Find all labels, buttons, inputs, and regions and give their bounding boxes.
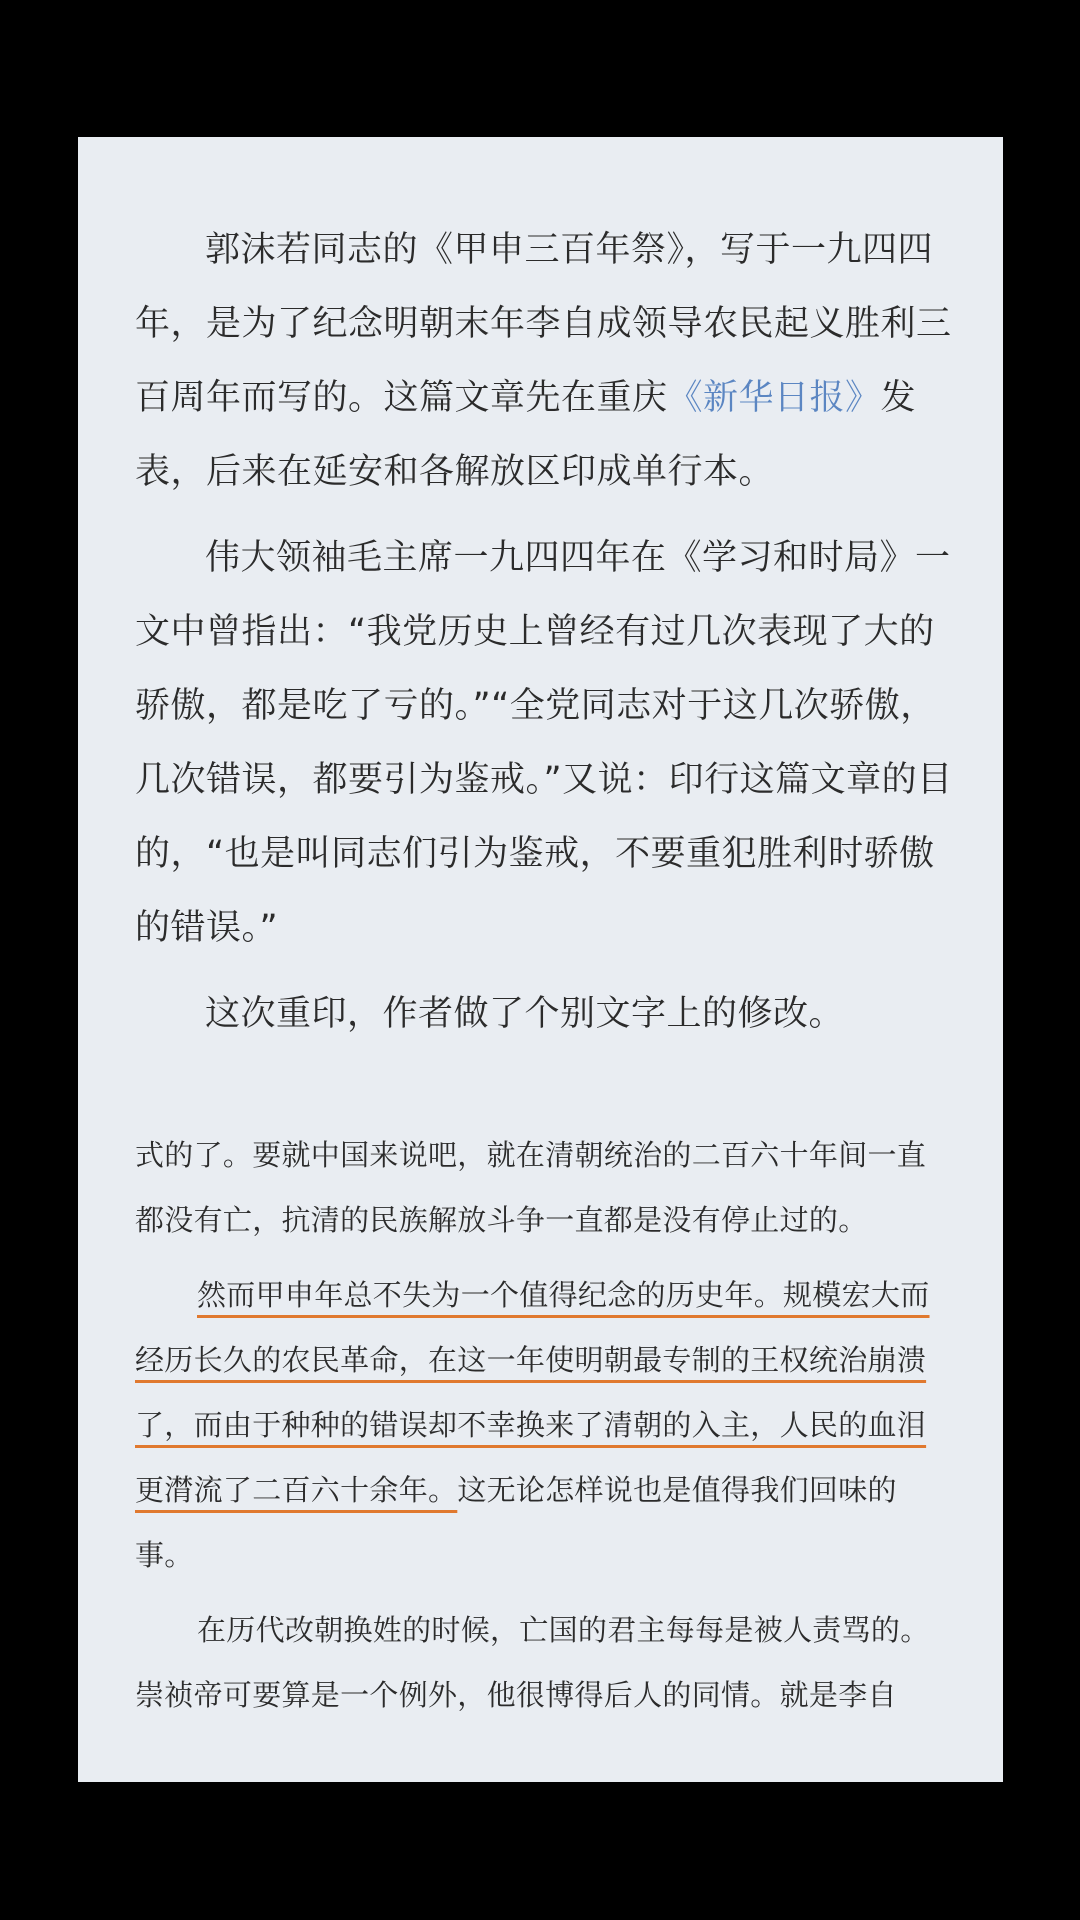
paragraph: 式的了。要就中国来说吧，就在清朝统治的二百六十年间一直都没有亡，抗清的民族解放斗争一直都是没有停止过的。 — [135, 1138, 927, 1237]
newspaper-link[interactable]: 《新华日报》 — [667, 378, 881, 418]
paragraph — [135, 213, 955, 509]
paragraph: 在历代改朝换姓的时候，亡国的君主每每是被人责骂的。崇祯帝可要算是一个例外，他很博得后人的同情。就是李自 — [135, 1613, 930, 1712]
paragraph: 这次重印，作者做了个别文字上的修改。 — [205, 994, 845, 1034]
highlighted-text[interactable]: 然而甲申年总不失为一个值得纪念的历史年。规模宏大而经历长久的农民革命，在这一年使明朝最专制的王权统治崩溃了，而由于种种的错误却不幸换来了清朝的入主，人民的血泪更潸流了二百六十余年。 — [135, 1278, 930, 1507]
paragraph-text: 这无论怎样说也是值得我们回味的事。 — [135, 1473, 897, 1572]
paragraph-text: 郭沫若同志的《甲申三百年祭》，写于一九四四年，是为了纪念明朝末年李自成领导农民起义胜利三百周年而写的。这篇文章先在重庆 — [135, 230, 952, 418]
paragraph: 伟大领袖毛主席一九四四年在《学习和时局》一文中曾指出：“我党历史上曾经有过几次表现了大的骄傲，都是吃了亏的。”“全党同志对于这几次骄傲，几次错误，都要引为鉴戒。”又说：印行这篇文章的目的，“也是叫同志们引为鉴戒，不要重犯胜利时骄傲的错误。” — [135, 538, 953, 948]
article-page[interactable] — [78, 137, 1003, 1782]
article-body — [135, 1123, 955, 1728]
article-foreword — [135, 213, 955, 1051]
paragraph-text: 发表，后来在延安和各解放区印成单行本。 — [135, 378, 917, 492]
paragraph — [135, 1263, 955, 1588]
